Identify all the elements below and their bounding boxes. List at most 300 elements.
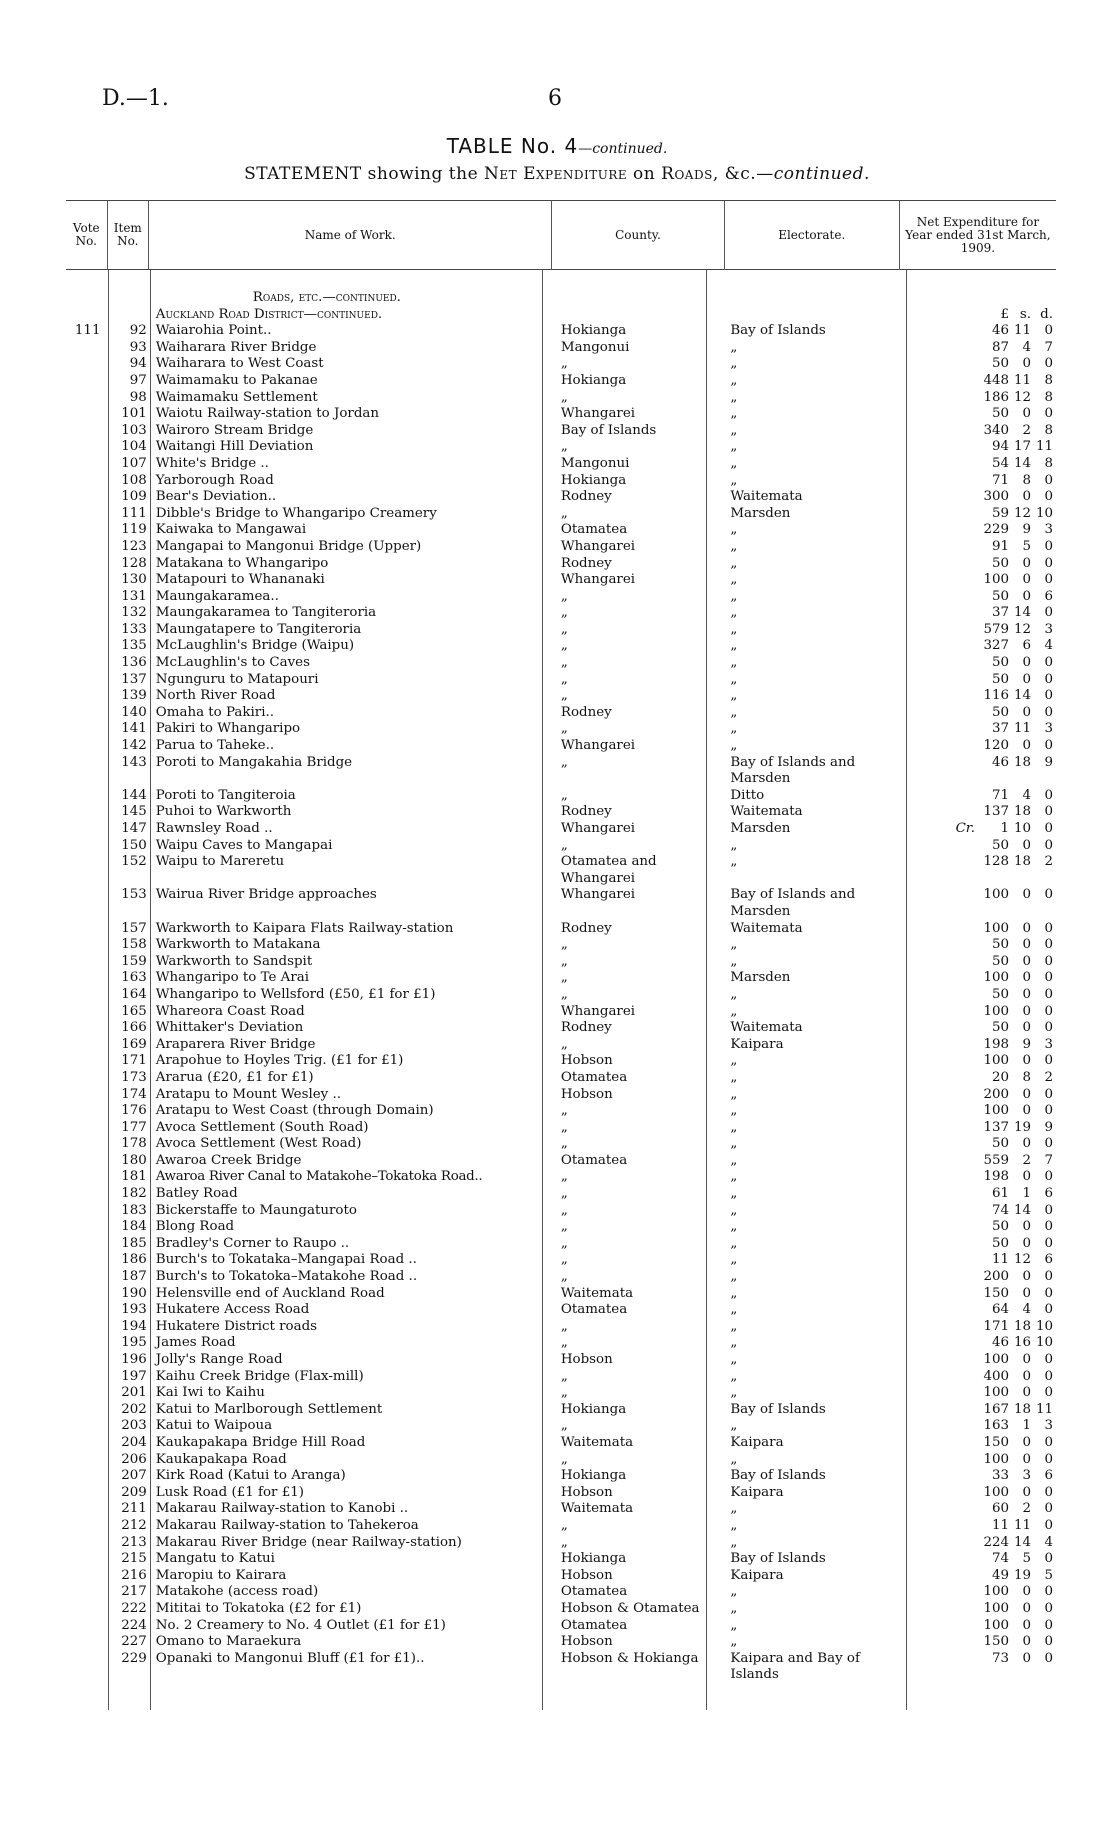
amount	[975, 1186, 1053, 1203]
net-expenditure	[901, 1369, 1056, 1386]
shillings: 17	[1013, 439, 1031, 455]
pence: 0	[1044, 1352, 1053, 1367]
work-name: Avoca Settlement (West Road)	[155, 1136, 362, 1152]
pence: 0	[1044, 1551, 1053, 1567]
item-number: 139	[121, 688, 147, 704]
shillings: 0	[1022, 920, 1031, 936]
pounds: 50	[991, 588, 1009, 604]
shillings: 11	[1013, 372, 1031, 388]
pounds: 229	[983, 522, 1009, 538]
pounds: 73	[991, 1650, 1009, 1666]
net-expenditure	[901, 473, 1056, 490]
pounds: 50	[991, 937, 1009, 953]
amount	[975, 1485, 1053, 1502]
shillings: 0	[1022, 1634, 1031, 1650]
pence: 2	[1044, 854, 1053, 870]
work-name: North River Road	[155, 688, 276, 704]
electorate: „	[730, 1335, 738, 1351]
shillings: 11	[1013, 323, 1031, 339]
item-number: 181	[121, 1169, 147, 1185]
amount	[975, 1103, 1053, 1120]
item-number: 173	[121, 1069, 147, 1085]
county: „	[560, 1103, 568, 1119]
amount	[975, 390, 1053, 407]
pounds: 186	[983, 389, 1009, 405]
vote-number	[66, 572, 109, 589]
shillings: 0	[1022, 1020, 1031, 1036]
electorate: „	[730, 588, 738, 604]
county: „	[560, 638, 568, 654]
pence: 0	[1044, 1020, 1053, 1036]
amount	[975, 572, 1053, 589]
item-number: 187	[121, 1269, 147, 1285]
shillings: 0	[1022, 1003, 1031, 1019]
table-row	[66, 1203, 1056, 1220]
item-number: 103	[121, 422, 147, 438]
pounds: 200	[983, 1086, 1009, 1102]
county: „	[560, 1451, 568, 1467]
table-row	[66, 1286, 1056, 1303]
section-row	[66, 290, 1056, 307]
item-number: 132	[121, 605, 147, 621]
county: Hokianga	[560, 372, 627, 388]
electorate: „	[730, 1252, 738, 1268]
pounds: 71	[991, 787, 1009, 803]
pence: 8	[1044, 422, 1053, 438]
electorate: „	[730, 1053, 738, 1069]
vote-number	[66, 755, 109, 788]
net-expenditure	[901, 638, 1056, 655]
electorate: „	[730, 1186, 738, 1202]
electorate: Waitemata	[730, 1020, 803, 1036]
shillings: 4	[1022, 787, 1031, 803]
pence: 0	[1044, 1003, 1053, 1019]
shillings: 10	[1013, 821, 1031, 836]
item-number: 178	[121, 1136, 147, 1152]
county: Waitemata	[560, 1434, 634, 1450]
pence: 0	[1044, 1600, 1053, 1616]
vote-number	[66, 1302, 109, 1319]
vote-number	[66, 1618, 109, 1635]
net-expenditure	[901, 1004, 1056, 1021]
electorate: „	[730, 1617, 738, 1633]
pence: 0	[1044, 1235, 1053, 1251]
shillings: 5	[1022, 538, 1031, 554]
county: Hokianga	[560, 1551, 627, 1567]
electorate: „	[730, 522, 738, 538]
amount	[975, 1004, 1053, 1021]
work-name: No. 2 Creamery to No. 4 Outlet (£1 for £1)	[155, 1617, 446, 1633]
amount	[975, 489, 1053, 506]
pounds: 50	[991, 356, 1009, 372]
amount	[975, 1037, 1053, 1054]
county: „	[560, 1169, 568, 1185]
electorate: „	[730, 621, 738, 637]
net-expenditure	[901, 1120, 1056, 1137]
pounds: 100	[983, 970, 1009, 986]
pence: 0	[1044, 837, 1053, 853]
net-expenditure	[901, 1070, 1056, 1087]
pence: 0	[1044, 787, 1053, 803]
county: „	[560, 1269, 568, 1285]
pounds: 50	[991, 671, 1009, 687]
county: Hokianga	[560, 323, 627, 339]
net-expenditure	[901, 838, 1056, 855]
shillings: 0	[1022, 953, 1031, 969]
table-row	[66, 456, 1056, 473]
amount	[975, 456, 1053, 473]
item-number: 128	[121, 555, 147, 571]
electorate: „	[730, 837, 738, 853]
shillings: 0	[1022, 937, 1031, 953]
item-number: 153	[121, 887, 147, 903]
pounds: 11	[991, 1252, 1009, 1268]
electorate: „	[730, 572, 738, 588]
county: „	[560, 1252, 568, 1268]
electorate: Waitemata	[730, 920, 803, 936]
work-name: Waiharara to West Coast	[155, 356, 324, 372]
shillings: 0	[1022, 1269, 1031, 1285]
county: „	[560, 1136, 568, 1152]
vote-number	[66, 1153, 109, 1170]
pounds: 171	[983, 1318, 1009, 1334]
document-reference: D.—1.	[102, 86, 169, 111]
electorate: Marsden	[730, 970, 791, 986]
item-number: 101	[121, 406, 147, 422]
amount	[975, 1252, 1053, 1269]
electorate: Kaipara	[730, 1434, 784, 1450]
pounds: 224	[983, 1534, 1009, 1550]
item-number: 165	[121, 1003, 147, 1019]
vote-number	[66, 1103, 109, 1120]
shillings: 12	[1013, 389, 1031, 405]
electorate: „	[730, 953, 738, 969]
work-name: Makarau River Bridge (near Railway-station)	[155, 1534, 462, 1550]
county: Hobson	[560, 1086, 613, 1102]
amount	[975, 1551, 1053, 1568]
item-number: 212	[121, 1517, 147, 1533]
item-number: 143	[121, 754, 147, 770]
electorate: „	[730, 1584, 738, 1600]
work-name: Warkworth to Kaipara Flats Railway-station	[155, 920, 454, 936]
net-expenditure	[901, 1269, 1056, 1286]
shillings: 19	[1013, 1119, 1031, 1135]
pence: 10	[1035, 1335, 1053, 1351]
table-row	[66, 1452, 1056, 1469]
electorate: „	[730, 1003, 738, 1019]
pence: 0	[1044, 970, 1053, 986]
pounds: 1	[1000, 821, 1009, 836]
table-row	[66, 1568, 1056, 1585]
item-number: 133	[121, 621, 147, 637]
electorate: „	[730, 986, 738, 1002]
amount	[975, 1302, 1053, 1319]
pence: 4	[1044, 1534, 1053, 1550]
amount	[975, 1236, 1053, 1253]
electorate: „	[730, 1302, 738, 1318]
pence: 0	[1044, 986, 1053, 1002]
vote-number	[66, 622, 109, 639]
pounds: 340	[983, 422, 1009, 438]
amount	[975, 323, 1053, 340]
pence: 11	[1035, 1401, 1053, 1417]
electorate: „	[730, 1069, 738, 1085]
electorate: „	[730, 1517, 738, 1533]
pounds: 50	[991, 655, 1009, 671]
pence: 4	[1044, 638, 1053, 654]
currency-header	[901, 307, 1056, 324]
work-name: Bickerstaffe to Maungaturoto	[155, 1202, 357, 1218]
vote-number	[66, 804, 109, 821]
table-row	[66, 522, 1056, 539]
net-expenditure	[901, 1651, 1056, 1684]
item-number: 104	[121, 439, 147, 455]
electorate: „	[730, 1501, 738, 1517]
item-number: 94	[129, 356, 147, 372]
shillings: 0	[1022, 1352, 1031, 1367]
net-expenditure	[901, 589, 1056, 606]
net-expenditure	[901, 556, 1056, 573]
item-number: 150	[121, 837, 147, 853]
net-expenditure	[901, 887, 1056, 920]
item-number: 119	[121, 522, 147, 538]
work-name: Matakohe (access road)	[155, 1584, 319, 1600]
county: Rodney	[560, 555, 612, 571]
county: Mangonui	[560, 339, 630, 355]
shillings: 0	[1022, 1053, 1031, 1069]
table-row	[66, 1302, 1056, 1319]
table-row	[66, 1186, 1056, 1203]
shillings: 0	[1022, 1451, 1031, 1467]
electorate: „	[730, 738, 738, 754]
pounds: 100	[983, 572, 1009, 588]
item-number: 98	[129, 389, 147, 405]
vote-number	[66, 423, 109, 440]
pence: 8	[1044, 455, 1053, 471]
electorate: Bay of Islands and Marsden	[730, 754, 856, 787]
pence-label: d.	[1040, 306, 1053, 322]
table-row	[66, 1468, 1056, 1485]
county: Hokianga	[560, 1401, 627, 1417]
work-name: Bear's Deviation..	[155, 489, 277, 505]
district-row	[66, 307, 1056, 324]
county: Hobson	[560, 1567, 613, 1583]
item-number: 209	[121, 1484, 147, 1500]
work-name: Helensville end of Auckland Road	[155, 1285, 385, 1301]
pence: 10	[1035, 1318, 1053, 1334]
county: „	[560, 1202, 568, 1218]
net-expenditure	[901, 854, 1056, 887]
table-row	[66, 1518, 1056, 1535]
shillings: 12	[1013, 621, 1031, 637]
work-name: Jolly's Range Road	[155, 1352, 283, 1367]
vote-number	[66, 1169, 109, 1186]
amount	[975, 373, 1053, 390]
amount	[975, 688, 1053, 705]
amount	[975, 672, 1053, 689]
pounds-label: £	[1000, 306, 1009, 322]
net-expenditure	[901, 821, 1056, 838]
electorate: Kaipara	[730, 1484, 784, 1500]
net-expenditure	[901, 572, 1056, 589]
vote-number	[66, 1004, 109, 1021]
shillings: 0	[1022, 704, 1031, 720]
vote-number	[66, 522, 109, 539]
electorate: „	[730, 854, 738, 870]
shillings: 0	[1022, 1617, 1031, 1633]
work-name: Parua to Taheke..	[155, 738, 275, 754]
shillings: 5	[1022, 1551, 1031, 1567]
vote-number	[66, 1568, 109, 1585]
electorate: „	[730, 555, 738, 571]
vote-number	[66, 821, 109, 838]
vote-number	[66, 688, 109, 705]
electorate: Bay of Islands	[730, 1551, 826, 1567]
pence: 0	[1044, 738, 1053, 754]
item-number: 130	[121, 572, 147, 588]
work-name: Poroti to Mangakahia Bridge	[155, 754, 353, 770]
pence: 0	[1044, 1103, 1053, 1119]
county: Hokianga	[560, 472, 627, 488]
amount	[975, 1634, 1053, 1651]
net-expenditure	[901, 1518, 1056, 1535]
vote-number	[66, 1385, 109, 1402]
table-row	[66, 1418, 1056, 1435]
county: Waitemata	[560, 1501, 634, 1517]
vote-number	[66, 887, 109, 920]
electorate: „	[730, 1152, 738, 1168]
amount	[975, 605, 1053, 622]
shillings: 0	[1022, 572, 1031, 588]
pounds: 100	[983, 1352, 1009, 1367]
shillings: 12	[1013, 1252, 1031, 1268]
amount	[975, 439, 1053, 456]
pounds: 200	[983, 1269, 1009, 1285]
pence: 0	[1044, 406, 1053, 422]
county: „	[560, 937, 568, 953]
county: Otamatea	[560, 522, 628, 538]
work-name: Araparera River Bridge	[155, 1036, 316, 1052]
amount	[935, 821, 1053, 838]
pounds: 71	[991, 472, 1009, 488]
item-number: 213	[121, 1534, 147, 1550]
work-name: McLaughlin's Bridge (Waipu)	[155, 638, 355, 654]
pence: 0	[1044, 1202, 1053, 1218]
net-expenditure	[901, 1219, 1056, 1236]
pence: 0	[1044, 1269, 1053, 1285]
subtitle-part: Net Expenditure	[484, 164, 628, 184]
pence: 8	[1044, 389, 1053, 405]
pounds: 448	[983, 372, 1009, 388]
item-number: 92	[129, 323, 147, 339]
net-expenditure	[901, 1286, 1056, 1303]
amount	[975, 1501, 1053, 1518]
vote-number: 111	[74, 323, 101, 339]
shillings: 0	[1022, 970, 1031, 986]
pounds: 64	[991, 1302, 1009, 1318]
electorate: Bay of Islands	[730, 1401, 826, 1417]
work-name: Makarau Railway-station to Tahekeroa	[155, 1517, 419, 1533]
table-row	[66, 1584, 1056, 1601]
item-number: 144	[121, 787, 147, 803]
amount	[975, 506, 1053, 523]
work-name: Wairua River Bridge approaches	[155, 887, 377, 903]
work-name: Aratapu to West Coast (through Domain)	[155, 1103, 434, 1119]
table-row	[66, 1501, 1056, 1518]
net-expenditure	[901, 987, 1056, 1004]
work-name: Opanaki to Mangonui Bluff (£1 for £1)..	[155, 1650, 425, 1666]
col-county: County.	[552, 201, 724, 270]
work-name: Mititai to Tokatoka (£2 for £1)	[155, 1600, 362, 1616]
pounds: 87	[991, 339, 1009, 355]
table-row	[66, 887, 1056, 920]
table-row	[66, 655, 1056, 672]
electorate: „	[730, 1418, 738, 1434]
shillings: 4	[1022, 1302, 1031, 1318]
pounds: 198	[983, 1036, 1009, 1052]
electorate: „	[730, 1368, 738, 1384]
net-expenditure	[901, 1053, 1056, 1070]
pence: 9	[1044, 1119, 1053, 1135]
pence: 0	[1044, 323, 1053, 339]
net-expenditure	[901, 954, 1056, 971]
item-number: 140	[121, 704, 147, 720]
work-name: Maropiu to Kairara	[155, 1567, 287, 1583]
electorate: Marsden	[730, 821, 791, 836]
work-name: Matakana to Whangaripo	[155, 555, 329, 571]
county: „	[560, 655, 568, 671]
amount	[975, 1418, 1053, 1435]
county: Whangarei	[560, 887, 636, 903]
table-row	[66, 987, 1056, 1004]
work-name: Waipu Caves to Mangapai	[155, 837, 333, 853]
vote-number	[66, 788, 109, 805]
pence: 6	[1044, 1186, 1053, 1202]
table-row	[66, 705, 1056, 722]
work-name: Rawnsley Road ..	[155, 821, 273, 836]
shillings: 0	[1022, 1385, 1031, 1401]
pounds: 33	[991, 1468, 1009, 1484]
shillings: 18	[1013, 1318, 1031, 1334]
shillings: 12	[1013, 505, 1031, 521]
vote-number	[66, 738, 109, 755]
item-number: 108	[121, 472, 147, 488]
pence: 0	[1044, 1617, 1053, 1633]
pence: 6	[1044, 588, 1053, 604]
shillings: 1	[1022, 1186, 1031, 1202]
shillings: 0	[1022, 655, 1031, 671]
shillings: 3	[1022, 1468, 1031, 1484]
pence: 0	[1044, 937, 1053, 953]
pence: 3	[1044, 1036, 1053, 1052]
vote-number	[66, 556, 109, 573]
pence: 0	[1044, 1219, 1053, 1235]
net-expenditure	[901, 1584, 1056, 1601]
work-name: Yarborough Road	[155, 472, 274, 488]
pounds: 50	[991, 1219, 1009, 1235]
vote-number	[66, 1634, 109, 1651]
shillings: 2	[1022, 422, 1031, 438]
statement-subtitle	[0, 164, 1114, 184]
vote-number	[66, 1418, 109, 1435]
table-row	[66, 1485, 1056, 1502]
pounds: 74	[991, 1202, 1009, 1218]
amount	[975, 1584, 1053, 1601]
vote-number	[66, 1219, 109, 1236]
table-title-main: TABLE No. 4	[446, 134, 579, 158]
table-title	[0, 134, 1114, 158]
county: Rodney	[560, 804, 612, 820]
